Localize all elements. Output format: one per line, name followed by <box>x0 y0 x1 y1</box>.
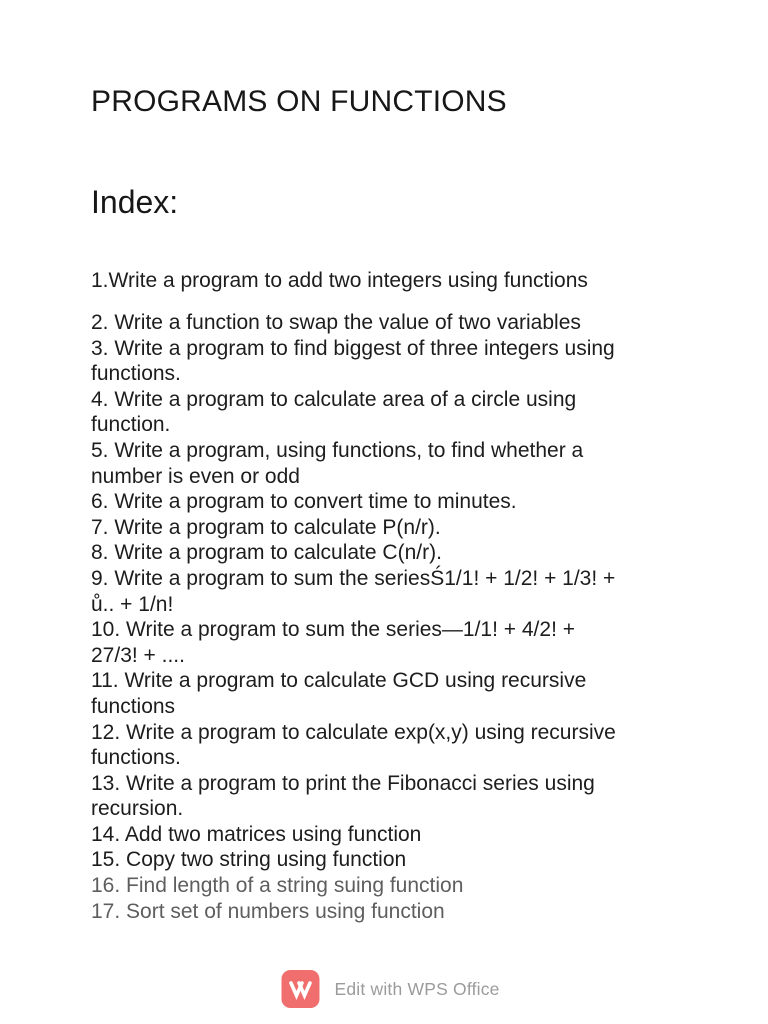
index-line: 15. Copy two string using function <box>91 848 407 872</box>
index-line: 3. Write a program to find biggest of three integers using <box>91 336 615 360</box>
index-line: functions <box>91 694 176 718</box>
index-line: number is even or odd <box>91 464 300 488</box>
index-line: 8. Write a program to calculate C(n/r). <box>91 541 442 565</box>
index-line: recursion. <box>91 797 184 821</box>
index-line: function. <box>91 413 171 437</box>
index-list <box>91 310 708 924</box>
index-line: 6. Write a program to convert time to minutes. <box>91 490 517 514</box>
index-line: 4. Write a program to calculate area of a circle using <box>91 387 577 411</box>
wps-edit-badge[interactable] <box>281 970 499 1008</box>
index-line: 27/3! + .... <box>91 643 185 667</box>
index-line: 7. Write a program to calculate P(n/r). <box>91 515 441 539</box>
index-line: 14. Add two matrices using function <box>91 822 422 846</box>
wps-logo-icon <box>281 970 319 1008</box>
index-line: 12. Write a program to calculate exp(x,y) using recursive <box>91 720 616 744</box>
index-line: functions. <box>91 746 181 770</box>
index-line: 2. Write a function to swap the value of two variables <box>91 311 581 334</box>
index-line: 10. Write a program to sum the series—1/1! + 4/2! + <box>91 618 576 642</box>
index-line: functions. <box>91 362 181 386</box>
index-heading: Index: <box>91 184 179 220</box>
index-line: 11. Write a program to calculate GCD using recursive <box>91 669 587 693</box>
wps-edit-label: Edit with WPS Office <box>334 978 500 999</box>
index-line: 13. Write a program to print the Fibonacci series using <box>91 771 595 795</box>
page-title: PROGRAMS ON FUNCTIONS <box>91 85 507 118</box>
index-line: 16. Find length of a string suing function <box>91 874 464 898</box>
index-item-1: 1.Write a program to add two integers using functions <box>91 269 588 292</box>
index-line: ů.. + 1/n! <box>91 592 174 616</box>
index-line: 5. Write a program, using functions, to find whether a <box>91 438 584 462</box>
index-line: 9. Write a program to sum the seriesŚ1/1! + 1/2! + 1/3! + <box>91 566 616 590</box>
index-line: 17. Sort set of numbers using function <box>91 899 445 923</box>
